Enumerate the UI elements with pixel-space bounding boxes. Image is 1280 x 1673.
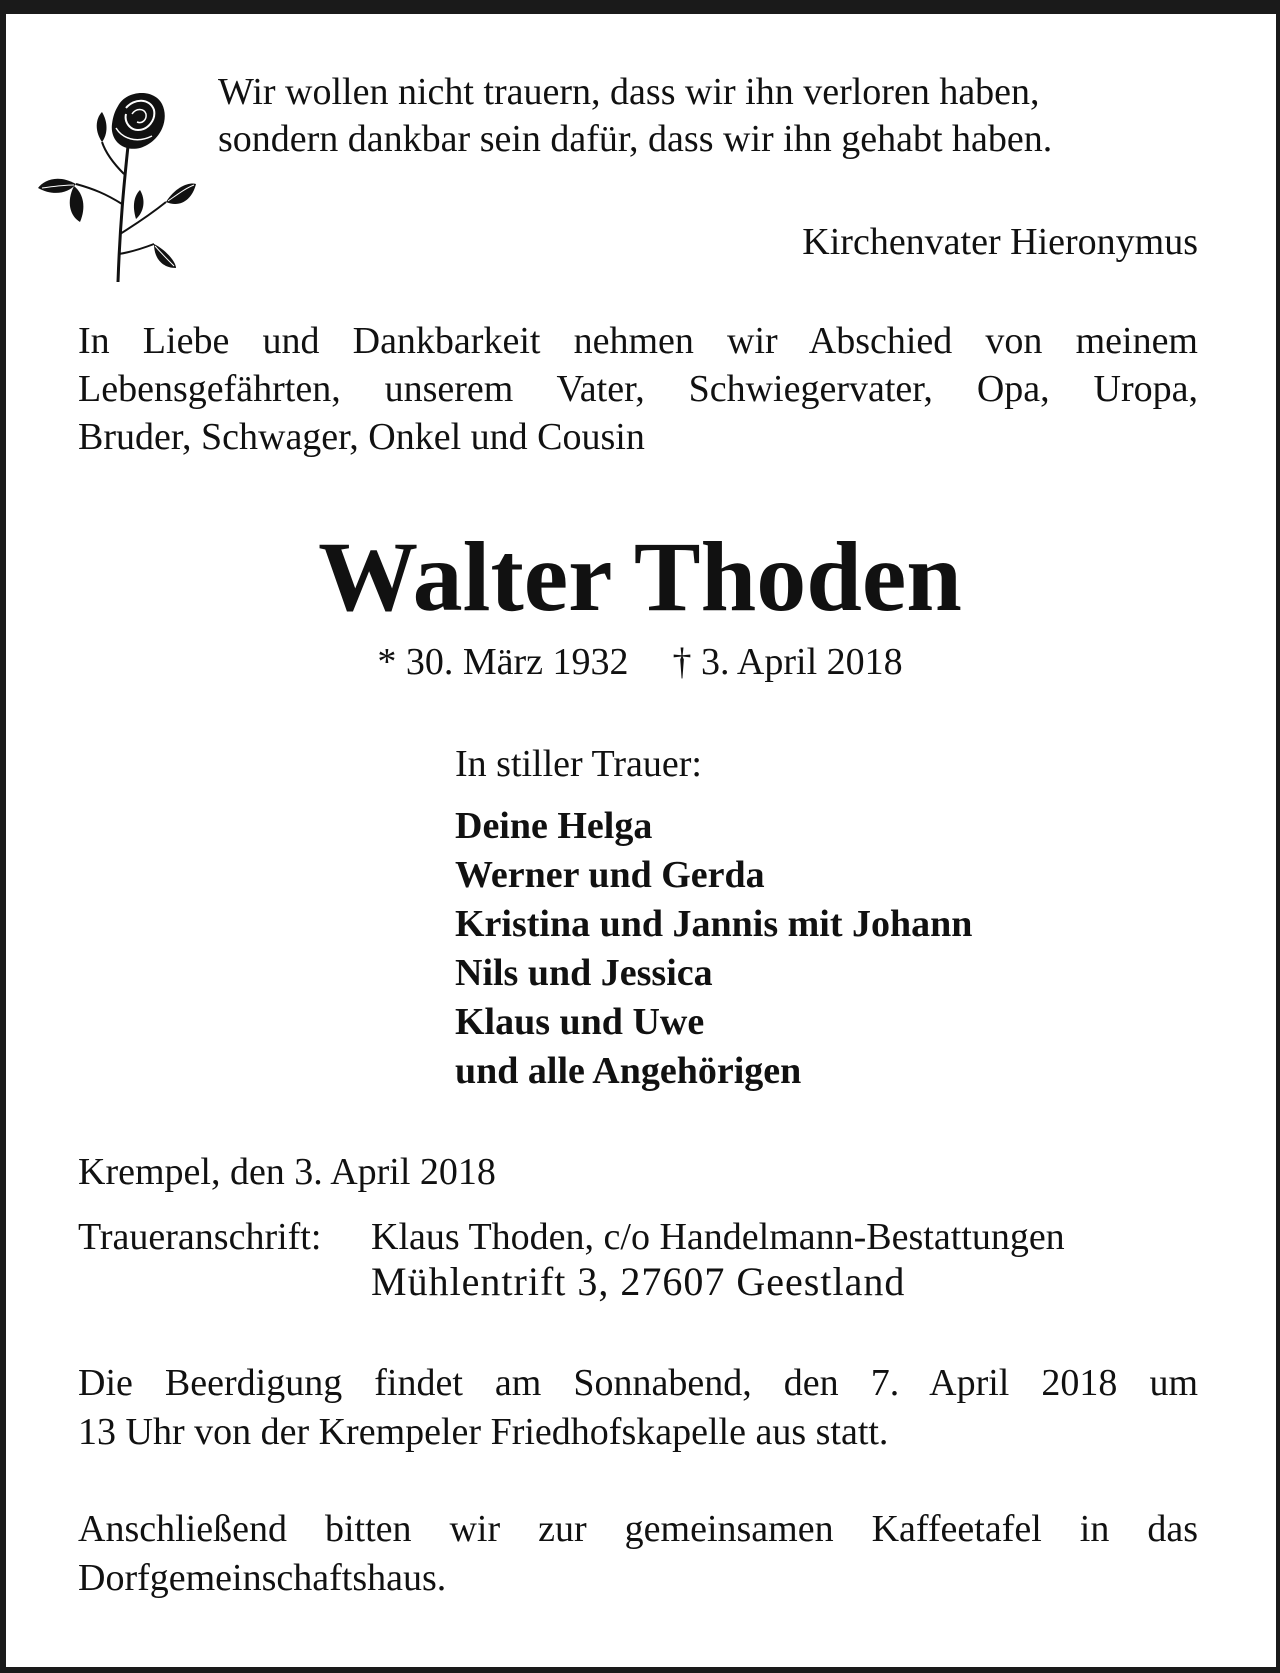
- quote-line: sondern dankbar sein dafür, dass wir ihn gehabt haben.: [218, 118, 1053, 160]
- mourner-name: Kristina und Jannis mit Johann: [455, 903, 973, 945]
- coffee-line: Dorfgemeinschaftshaus.: [78, 1557, 447, 1599]
- place-date: Krempel, den 3. April 2018: [78, 1151, 496, 1193]
- life-dates: [0, 638, 1280, 686]
- quote-author: Kirchenvater Hieronymus: [802, 221, 1198, 263]
- funeral-info: [78, 1359, 1198, 1457]
- mourning-heading: In stiller Trauer:: [455, 743, 702, 785]
- mourner-name: Werner und Gerda: [455, 854, 765, 896]
- mourner-name: Nils und Jessica: [455, 952, 713, 994]
- address-line: Mühlentrift 3, 27607 Geestland: [371, 1259, 906, 1304]
- address-line: Klaus Thoden, c/o Handelmann-Bestattungen: [371, 1216, 1065, 1258]
- mourners-list: [455, 802, 972, 1096]
- coffee-info: [78, 1505, 1198, 1603]
- death-date: † 3. April 2018: [672, 641, 903, 683]
- address-label: Traueranschrift:: [78, 1216, 322, 1258]
- intro-line: Lebensgefährten, unserem Vater, Schwiegervater, Opa, Uropa,: [78, 368, 1198, 410]
- intro-line: In Liebe und Dankbarkeit nehmen wir Abschied von meinem: [78, 320, 1198, 362]
- deceased-name: Walter Thoden: [318, 521, 962, 632]
- quote-line: Wir wollen nicht trauern, dass wir ihn verloren haben,: [218, 71, 1040, 113]
- intro-text: [78, 317, 1198, 461]
- funeral-line: 13 Uhr von der Krempeler Friedhofskapelle aus statt.: [78, 1411, 889, 1453]
- birth-date: * 30. März 1932: [377, 641, 629, 683]
- mourner-name: und alle Angehörigen: [455, 1050, 802, 1092]
- rose-icon: [36, 84, 196, 284]
- funeral-line: Die Beerdigung findet am Sonnabend, den 7. April 2018 um: [78, 1362, 1198, 1404]
- intro-line: Bruder, Schwager, Onkel und Cousin: [78, 416, 645, 458]
- mourner-name: Klaus und Uwe: [455, 1001, 705, 1043]
- mourner-name: Deine Helga: [455, 805, 653, 847]
- coffee-line: Anschließend bitten wir zur gemeinsamen Kaffeetafel in das: [78, 1508, 1198, 1550]
